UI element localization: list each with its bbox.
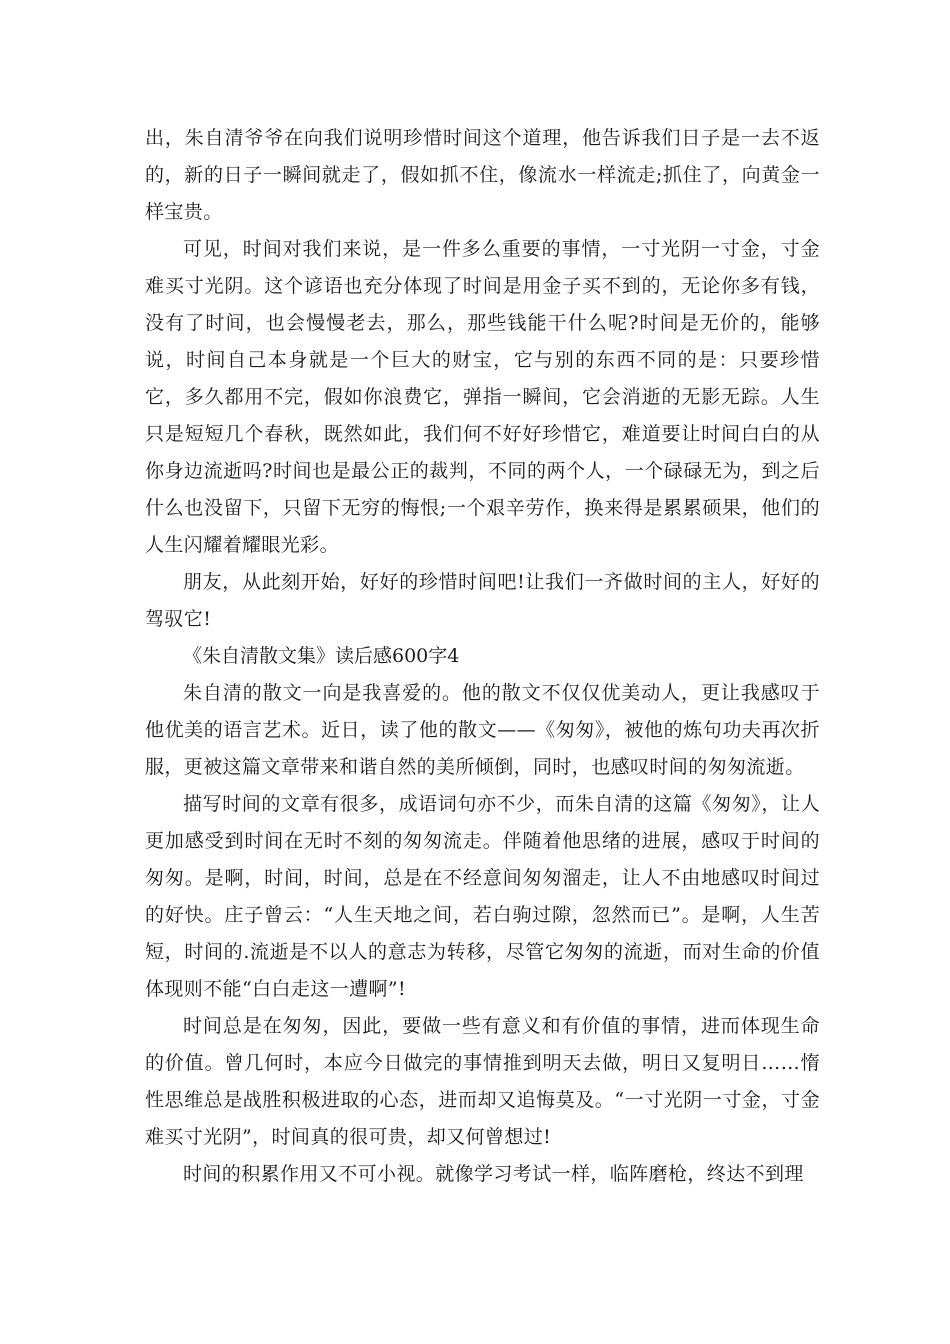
- section-paragraph-1: 朱自清的散文一向是我喜爱的。他的散文不仅仅优美动人，更让我感叹于他优美的语言艺术。近日，读了他的散文——《匆匆》，被他的炼句功夫再次折服，更被这篇文章带来和谐自然的美所倾倒，同时，也感叹时间的匆匆流逝。: [145, 682, 820, 778]
- paragraph-3: 朋友，从此刻开始，好好的珍惜时间吧!让我们一齐做时间的主人，好好的驾驭它!: [145, 571, 820, 630]
- section-paragraph-4: 时间的积累作用又不可小视。就像学习考试一样，临阵磨枪，终达不到理: [183, 1163, 804, 1185]
- section-paragraph-2: 描写时间的文章有很多，成语词句亦不少，而朱自清的这篇《匆匆》，让人更加感受到时间在无时不刻的匆匆流走。伴随着他思绪的进展，感叹于时间的匆匆。是啊，时间，时间，总是在不经意间匆匆溜走，让人不由地感叹时间过的好快。庄子曾云：“人生天地之间，若白驹过隙，忽然而已”。是啊，人生苦短，时间的.流逝是不以人的意志为转移，尽管它匆匆的流逝，而对生命的价值体现则不能“白白走这一遭啊”!: [145, 793, 820, 1000]
- paragraph-2: 可见，时间对我们来说，是一件多么重要的事情，一寸光阴一寸金，寸金难买寸光阴。这个谚语也充分体现了时间是用金子买不到的，无论你多有钱，没有了时间，也会慢慢老去，那么，那些钱能干什么呢?时间是无价的，能够说，时间自己本身就是一个巨大的财宝，它与别的东西不同的是：只要珍惜它，多久都用不完，假如你浪费它，弹指一瞬间，它会消逝的无影无踪。人生只是短短几个春秋，既然如此，我们何不好好珍惜它，难道要让时间白白的从你身边流逝吗?时间也是最公正的裁判，不同的两个人，一个碌碌无为，到之后什么也没留下，只留下无穷的悔恨;一个艰辛劳作，换来得是累累硕果，他们的人生闪耀着耀眼光彩。: [145, 238, 820, 556]
- section-paragraph-3: 时间总是在匆匆，因此，要做一些有意义和有价值的事情，进而体现生命的价值。曾几何时，本应今日做完的事情推到明天去做，明日又复明日……惰性思维总是战胜积极进取的心态，进而却又追悔莫及。“一寸光阴一寸金，寸金难买寸光阴”，时间真的很可贵，却又何曾想过!: [145, 1015, 820, 1148]
- document-body: [145, 120, 820, 1193]
- section-title: 《朱自清散文集》读后感600字4: [183, 645, 460, 667]
- paragraph-1: 出，朱自清爷爷在向我们说明珍惜时间这个道理，他告诉我们日子是一去不返的，新的日子一瞬间就走了，假如抓不住，像流水一样流走;抓住了，向黄金一样宝贵。: [145, 127, 820, 223]
